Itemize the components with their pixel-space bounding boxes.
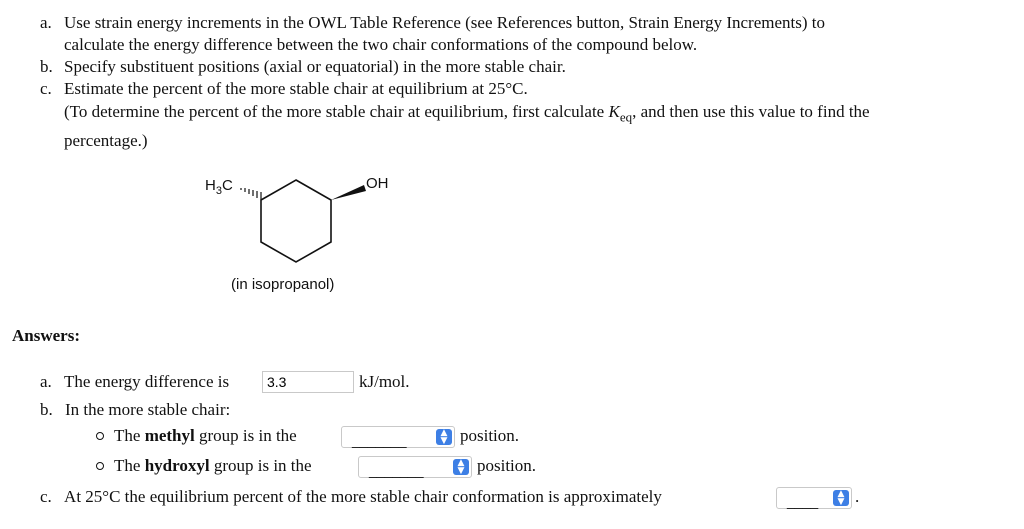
hashed-bond: [241, 188, 261, 200]
methyl-post: group is in the: [194, 426, 297, 445]
methyl-tail: position.: [460, 426, 520, 445]
question-c: [40, 78, 870, 150]
keq-k: K: [608, 102, 620, 121]
cyclohexane-ring: [261, 180, 331, 262]
methyl-position-select[interactable]: [341, 426, 455, 448]
question-b: [40, 56, 566, 77]
answer-c-text: At 25°C the equilibrium percent of the more stable chair conformation is approximately: [64, 487, 662, 506]
wedge-bond: [331, 185, 366, 200]
answer-b-row: [40, 398, 230, 422]
answer-a-row: [40, 370, 229, 394]
methyl-label: $H_3C$: [205, 177, 233, 197]
bullet-icon: [96, 432, 104, 440]
methyl-bold: methyl: [144, 426, 195, 445]
hydroxyl-position-select[interactable]: [358, 456, 472, 478]
question-c-letter: c.: [40, 79, 52, 98]
equilibrium-percent-select[interactable]: [776, 487, 852, 509]
hydroxyl-select-value: _______: [369, 462, 424, 478]
solvent-caption: (in isopropanol): [231, 276, 335, 293]
hydroxyl-tail: position.: [477, 456, 537, 475]
methyl-pre: The: [114, 426, 145, 445]
answer-a-text: The energy difference is: [64, 372, 230, 391]
question-c-line1: Estimate the percent of the more stable chair at equilibrium at 25°C.: [64, 79, 528, 98]
question-a: [40, 12, 826, 54]
methyl-row: [96, 424, 297, 448]
bullet-icon: [96, 462, 104, 470]
question-a-line1: Use strain energy increments in the OWL Table Reference (see References button, Strain Energy Increments) to: [64, 13, 826, 32]
question-b-line1: Specify substituent positions (axial or equatorial) in the more stable chair.: [64, 57, 566, 76]
answer-c-letter: c.: [40, 487, 52, 506]
answer-c-tail: .: [855, 487, 860, 506]
question-c-line2-pre: (To determine the percent of the more stable chair at equilibrium, first calculate: [64, 102, 609, 121]
answer-a-unit: kJ/mol.: [359, 372, 410, 391]
energy-difference-input[interactable]: [262, 371, 354, 393]
question-c-line2-post: , and then use this value to find the: [632, 102, 870, 121]
question-c-line3: percentage.): [64, 131, 148, 150]
hydroxyl-row: [96, 454, 312, 478]
cyclohexane-structure: [195, 162, 415, 272]
select-arrows-icon: ▲ ▼: [833, 490, 849, 506]
hydroxyl-label: OH: [366, 175, 389, 192]
answer-b-text: In the more stable chair:: [65, 400, 231, 419]
answer-b-letter: b.: [40, 400, 53, 419]
select-arrows-icon: ▲ ▼: [453, 459, 469, 475]
hydroxyl-pre: The: [114, 456, 145, 475]
question-c-line2: [64, 101, 870, 127]
methyl-select-value: _______: [352, 432, 407, 448]
methyl-h: H: [205, 177, 216, 194]
select-arrows-icon: ▲ ▼: [436, 429, 452, 445]
answers-heading: Answers:: [12, 326, 80, 345]
percent-select-value: ____: [787, 493, 819, 509]
hydroxyl-post: group is in the: [209, 456, 312, 475]
hydroxyl-bold: hydroxyl: [144, 456, 210, 475]
question-a-letter: a.: [40, 13, 52, 32]
answer-a-letter: a.: [40, 372, 52, 391]
question-a-line2: calculate the energy difference between the two chair conformations of the compound below.: [64, 35, 698, 54]
question-b-letter: b.: [40, 57, 53, 76]
keq-subscript: eq: [619, 109, 633, 125]
answer-c-row: [40, 485, 662, 509]
